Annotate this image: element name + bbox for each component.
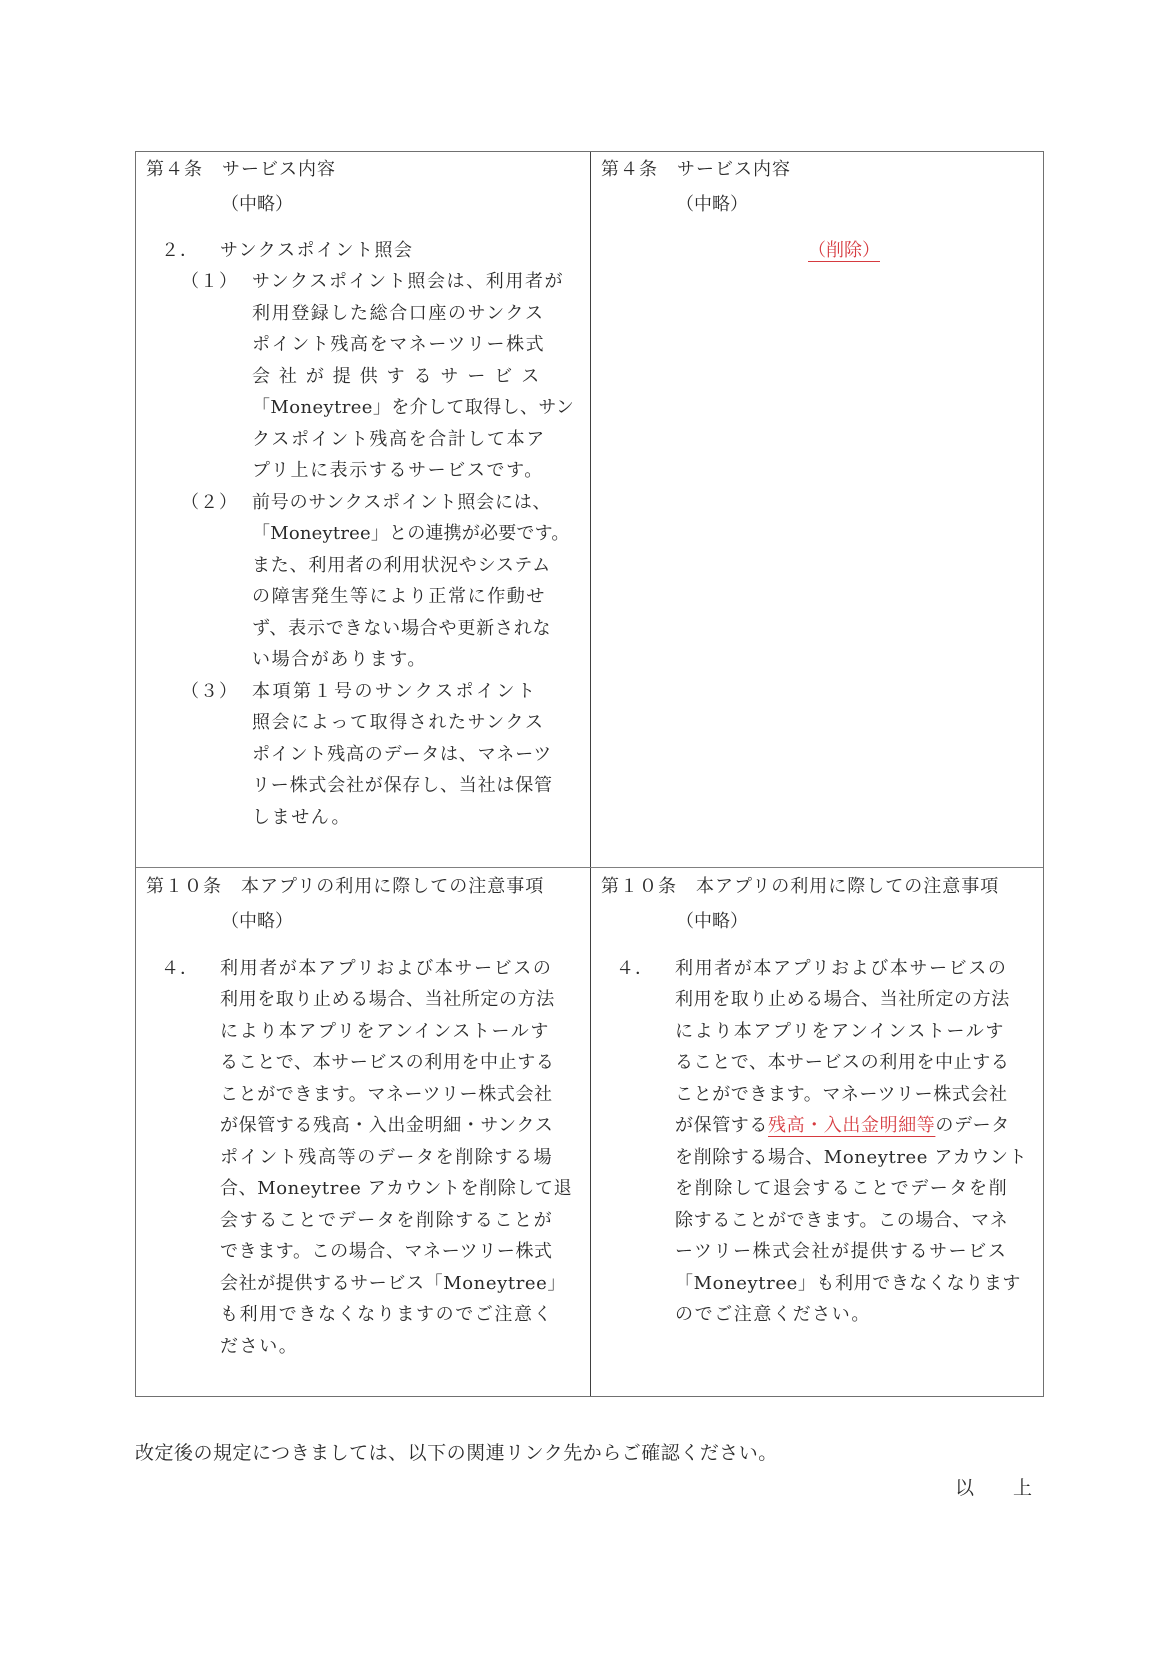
changed-text: 残高・入出金明細等: [768, 1115, 936, 1136]
item-line: できます。この場合、マネーツリー株式: [220, 1241, 553, 1262]
article-heading: 第１０条 本アプリの利用に際しての注意事項: [601, 876, 1000, 897]
item-line: も利用できなくなりますのでご注意く: [220, 1304, 554, 1325]
item-line: 会社が提供するサービス「Moneytree」: [220, 1273, 567, 1294]
sub-item-line: リー株式会社が保存し、当社は保管: [252, 775, 553, 796]
item-line: 合、Moneytree アカウントを削除して退: [220, 1178, 573, 1199]
sub-item-line: 照会によって取得されたサンクス: [252, 712, 545, 733]
sub-item-line: サンクスポイント照会は、利用者が: [252, 271, 565, 292]
item-line: のでご注意ください。: [675, 1304, 871, 1325]
sub-item-line: い場合があります。: [252, 649, 427, 670]
sub-item-line: の障害発生等により正常に作動せ: [252, 586, 546, 607]
article4-after-cell: [591, 152, 1045, 867]
sub-item-line: 会 社 が 提 供 す る サ ー ビ ス: [252, 366, 541, 387]
sub-item-line: クスポイント残高を合計して本ア: [252, 429, 546, 450]
revision-comparison-table: [135, 151, 1044, 1397]
sub-item-line: 前号のサンクスポイント照会には、: [252, 492, 552, 513]
sub-item-line: 利用登録した総合口座のサンクス: [252, 303, 545, 324]
article-heading: 第１０条 本アプリの利用に際しての注意事項: [146, 876, 545, 897]
item-line: ことができます。マネーツリー株式会社: [675, 1084, 1008, 1105]
item-line: ーツリー株式会社が提供するサービス: [675, 1241, 1008, 1262]
item-number: ２．: [161, 240, 199, 261]
item-line: 利用を取り止める場合、当社所定の方法: [675, 989, 1010, 1010]
item-line-with-change: [675, 1115, 1019, 1137]
article-heading: 第４条 サービス内容: [601, 159, 791, 180]
sub-item-line: 「Moneytree」を介して取得し、サン: [252, 397, 575, 418]
sub-item-line: 「Moneytree」との連携が必要です。: [252, 523, 570, 544]
closing-mark: 以 上: [954, 1477, 1042, 1499]
item-line: ることで、本サービスの利用を中止する: [675, 1052, 1010, 1073]
item-number: ４．: [616, 958, 654, 979]
sub-item-line: プリ上に表示するサービスです。: [252, 460, 544, 481]
sub-item-line: ポイント残高のデータは、マネーツ: [252, 744, 553, 765]
article-heading: 第４条 サービス内容: [146, 159, 336, 180]
sub-item-line: また、利用者の利用状況やシステム: [252, 555, 551, 576]
sub-item-number: （３）: [181, 681, 238, 702]
item-line: 利用者が本アプリおよび本サービスの: [220, 958, 553, 979]
revision-note: 改定後の規定につきましては、以下の関連リンク先からご確認ください。: [135, 1442, 778, 1464]
item-line: 利用を取り止める場合、当社所定の方法: [220, 989, 555, 1010]
sub-item-number: （１）: [181, 271, 238, 292]
omitted-note: （中略）: [676, 911, 748, 932]
item-line: ることで、本サービスの利用を中止する: [220, 1052, 555, 1073]
item-line: ポイント残高等のデータを削除する場: [220, 1147, 554, 1168]
sub-item-line: 本項第１号のサンクスポイント: [252, 681, 538, 702]
line-prefix: が保管する: [675, 1115, 768, 1136]
line-suffix: のデータ: [935, 1115, 1010, 1136]
item-line: 「Moneytree」も利用できなくなります: [675, 1273, 1022, 1294]
deleted-marker: （削除）: [808, 240, 880, 261]
item-line: 除することができます。この場合、マネ: [675, 1210, 1009, 1231]
omitted-note: （中略）: [221, 194, 293, 215]
item-title: サンクスポイント照会: [220, 240, 414, 261]
article4-before-cell: [136, 152, 590, 867]
item-line: を削除して退会することでデータを削: [675, 1178, 1009, 1199]
sub-item-line: ポイント残高をマネーツリー株式: [252, 334, 546, 355]
article10-after-cell: [591, 868, 1045, 1398]
sub-item-line: ず、表示できない場合や更新されな: [252, 618, 552, 639]
item-line: ことができます。マネーツリー株式会社: [220, 1084, 553, 1105]
item-line: 利用者が本アプリおよび本サービスの: [675, 958, 1008, 979]
item-line: により本アプリをアンインストールす: [220, 1021, 550, 1042]
item-line: ださい。: [220, 1336, 299, 1357]
omitted-note: （中略）: [676, 194, 748, 215]
item-line: が保管する残高・入出金明細・サンクス: [220, 1115, 554, 1136]
sub-item-number: （２）: [181, 492, 238, 513]
sub-item-line: しません。: [252, 807, 352, 828]
item-line: を削除する場合、Moneytree アカウント: [675, 1147, 1028, 1168]
article10-before-cell: [136, 868, 590, 1398]
item-line: により本アプリをアンインストールす: [675, 1021, 1005, 1042]
item-number: ４．: [161, 958, 199, 979]
omitted-note: （中略）: [221, 911, 293, 932]
item-line: 会することでデータを削除することが: [220, 1210, 554, 1231]
